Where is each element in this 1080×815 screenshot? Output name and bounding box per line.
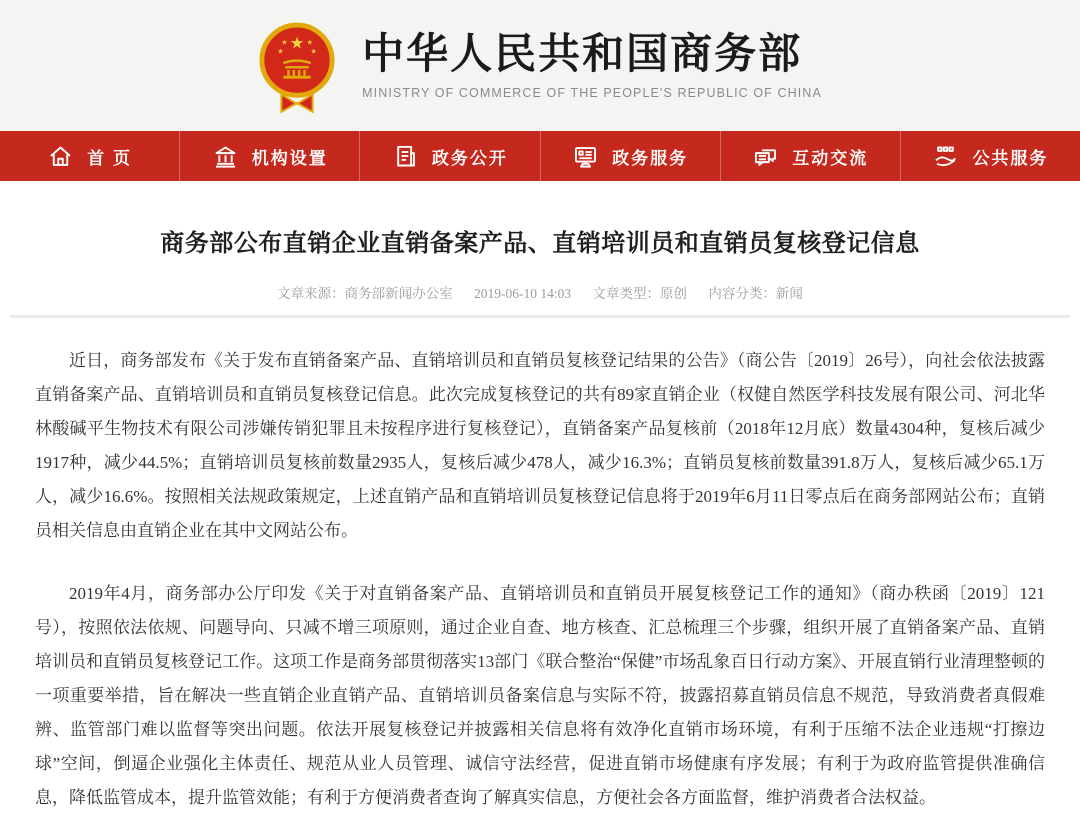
svg-text:★: ★: [289, 32, 305, 52]
nav-label: 公共服务: [972, 148, 1049, 168]
nav-label: 政务公开: [431, 148, 508, 168]
article-source: 文章来源：商务部新闻办公室: [277, 286, 453, 301]
home-icon: [47, 143, 74, 170]
article-body: [35, 344, 1045, 815]
nav-item-gov-disclosure[interactable]: [359, 131, 539, 181]
nav-item-gov-services[interactable]: [540, 131, 720, 181]
national-emblem-logo: [258, 16, 336, 116]
nav-item-public-services[interactable]: [900, 131, 1080, 181]
nav-item-institutions[interactable]: [179, 131, 359, 181]
nav-item-interaction[interactable]: [720, 131, 900, 181]
svg-text:★: ★: [281, 39, 288, 47]
article-meta: [0, 282, 1080, 302]
nav-label: 互动交流: [792, 148, 869, 168]
nav-label: 首 页: [87, 148, 132, 168]
chat-icon: [752, 143, 779, 170]
main-nav: [0, 131, 1080, 181]
service-hand-icon: [932, 143, 959, 170]
article-category: 内容分类：新闻: [708, 286, 803, 301]
site-subtitle-en: MINISTRY OF COMMERCE OF THE PEOPLE'S REPUBLIC OF CHINA: [362, 86, 822, 101]
article: [0, 223, 1080, 815]
nav-label: 机构设置: [251, 148, 328, 168]
meta-divider: [10, 315, 1070, 318]
site-header: [0, 0, 1080, 131]
nav-label: 政务服务: [612, 148, 689, 168]
svg-text:★: ★: [310, 47, 317, 55]
article-type: 文章类型：原创: [592, 286, 687, 301]
site-title: 中华人民共和国商务部: [362, 29, 803, 77]
nav-item-home[interactable]: [0, 131, 179, 181]
article-paragraph: 2019年4月，商务部办公厅印发《关于对直销备案产品、直销培训员和直销员开展复核登记工作的通知》（商办秩函〔2019〕121号），按照依法依规、问题导向、只减不增三项原则，通过企业自查、地方核查、汇总梳理三个步骤，组织开展了直销备案产品、直销培训员和直销员复核登记工作。这项工作是商务部贯彻落实13部门《联合整治“保健”市场乱象百日行动方案》、开展直销行业清理整顿的一项重要举措，旨在解决一些直销企业直销产品、直销培训员备案信息与实际不符，披露招募直销员信息不规范，导致消费者真假难辨、监管部门难以监督等突出问题。依法开展复核登记并披露相关信息将有效净化直销市场环境，有利于压缩不法企业违规“打擦边球”空间，倒逼企业强化主体责任、规范从业人员管理、诚信守法经营，促进直销市场健康有序发展；有利于为政府监管提供准确信息，降低监管成本，提升监管效能；有利于方便消费者查询了解真实信息，方便社会各方面监督，维护消费者合法权益。: [35, 584, 1045, 807]
article-title: 商务部公布直销企业直销备案产品、直销培训员和直销员复核登记信息: [160, 231, 920, 257]
monitor-icon: [572, 143, 599, 170]
article-datetime: 2019-06-10 14:03: [474, 286, 572, 301]
article-paragraph: 近日，商务部发布《关于发布直销备案产品、直销培训员和直销员复核登记结果的公告》（商公告〔2019〕26号），向社会依法披露直销备案产品、直销培训员和直销员复核登记信息。此次完成复核登记的共有89家直销企业（权健自然医学科技发展有限公司、河北华林酸碱平生物技术有限公司涉嫌传销犯罪且未按程序进行复核登记），直销备案产品复核前（2018年12月底）数量4304种，复核后减少1917种，减少44.5%；直销培训员复核前数量2935人，复核后减少478人，减少16.3%；直销员复核前数量391.8万人，复核后减少65.1万人，减少16.6%。按照相关法规政策规定，上述直销产品和直销培训员复核登记信息将于2019年6月11日零点后在商务部网站公布；直销员相关信息由直销企业在其中文网站公布。: [35, 351, 1045, 540]
svg-text:★: ★: [306, 39, 313, 47]
document-icon: [392, 143, 419, 170]
svg-text:★: ★: [277, 47, 284, 55]
institution-icon: [212, 143, 239, 170]
